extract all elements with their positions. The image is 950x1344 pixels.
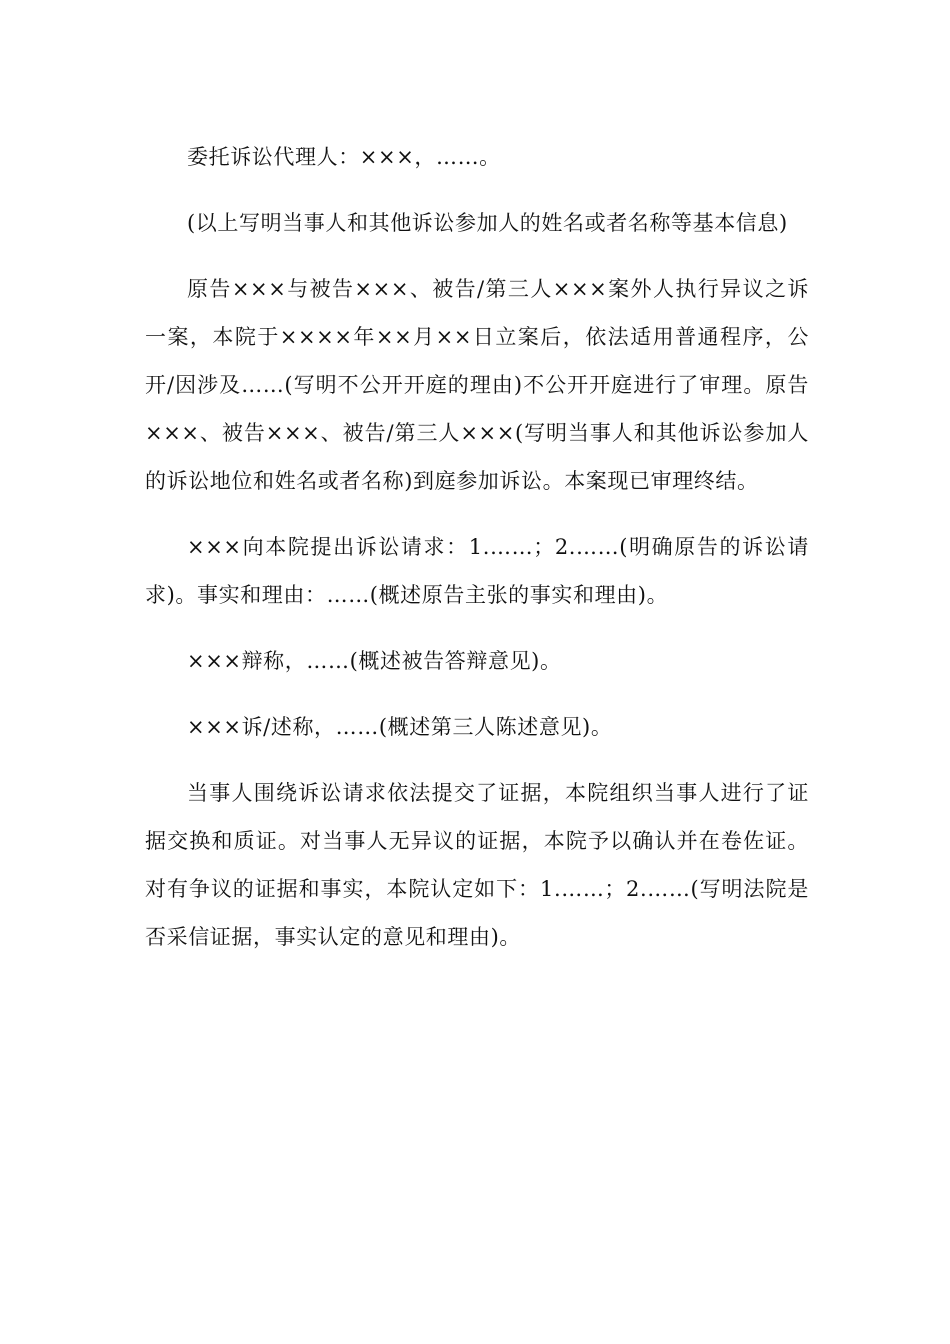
document-body [145, 133, 809, 961]
plaintiff-claims-paragraph: ×××向本院提出诉讼请求：1.……；2.……(明确原告的诉讼请求)。事实和理由：……(概述原告主张的事实和理由)。 [145, 535, 809, 607]
defendant-defense-paragraph: ×××辩称，……(概述被告答辩意见)。 [187, 649, 562, 673]
third-party-statement-paragraph: ×××诉/述称，……(概述第三人陈述意见)。 [187, 715, 613, 739]
party-info-note: (以上写明当事人和其他诉讼参加人的姓名或者名称等基本信息) [187, 211, 788, 235]
evidence-paragraph: 当事人围绕诉讼请求依法提交了证据，本院组织当事人进行了证据交换和质证。对当事人无异议的证据，本院予以确认并在卷佐证。对有争议的证据和事实，本院认定如下：1.……；2.……(写明法院是否采信证据，事实认定的意见和理由)。 [145, 781, 809, 949]
case-procedure-paragraph: 原告×××与被告×××、被告/第三人×××案外人执行异议之诉一案，本院于××××年××月××日立案后，依法适用普通程序，公开/因涉及……(写明不公开开庭的理由)不公开开庭进行了审理。原告×××、被告×××、被告/第三人×××(写明当事人和其他诉讼参加人的诉讼地位和姓名或者名称)到庭参加诉讼。本案现已审理终结。 [145, 277, 809, 493]
agent-paragraph: 委托诉讼代理人：×××，……。 [187, 145, 501, 169]
